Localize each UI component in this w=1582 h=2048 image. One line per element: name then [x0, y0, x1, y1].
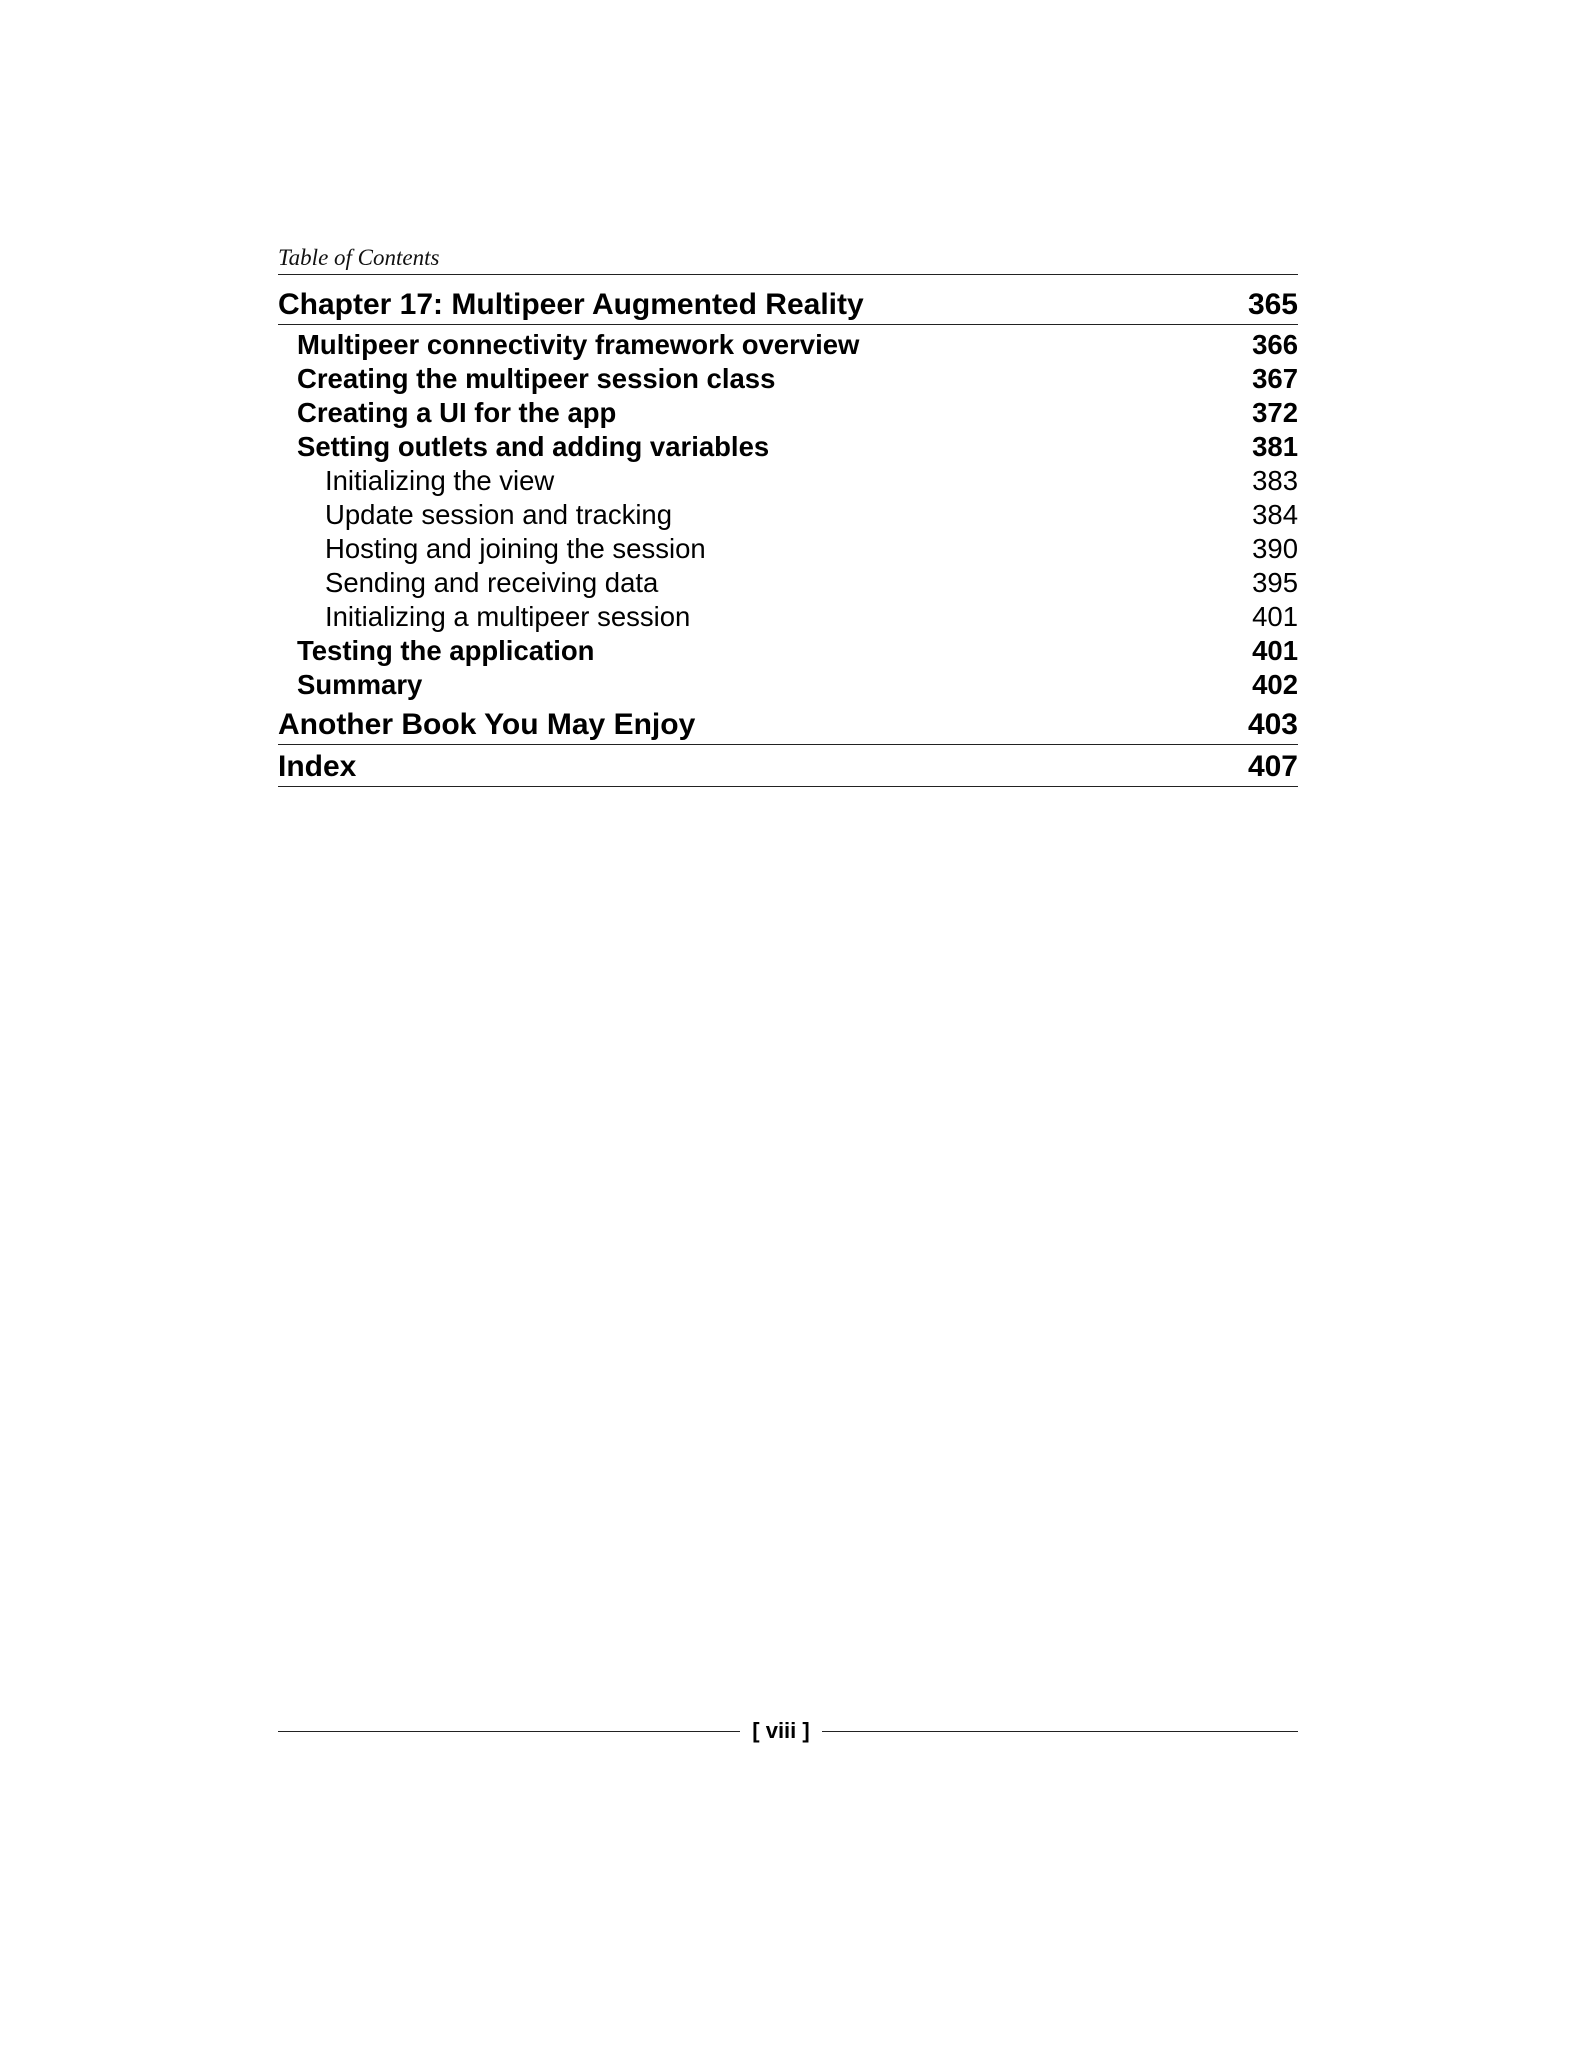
toc-entry-page: 384: [1252, 499, 1298, 530]
toc-entry-page: 407: [1247, 750, 1298, 783]
toc-section-entry[interactable]: [278, 668, 1298, 702]
toc-entry-title: Initializing the view: [325, 465, 555, 496]
toc-entry-page: 403: [1247, 708, 1298, 741]
toc-section-entry[interactable]: [278, 396, 1298, 430]
header-rule: [278, 274, 1298, 275]
page-number: [ viii ]: [752, 1718, 810, 1743]
toc-entry-page: 381: [1252, 431, 1298, 462]
toc-entry-page: 401: [1252, 635, 1298, 666]
toc-entry-title: Testing the application: [297, 635, 595, 666]
toc-entry-page: 372: [1252, 397, 1298, 428]
toc-entry-page: 395: [1252, 567, 1298, 598]
toc-entry-title: Setting outlets and adding variables: [297, 431, 770, 462]
toc-entry-title: Initializing a multipeer session: [325, 601, 691, 632]
toc-subsection-entry[interactable]: [278, 464, 1298, 498]
footer-rule-right: [822, 1731, 1298, 1732]
toc-section-entry[interactable]: [278, 634, 1298, 668]
toc-entry-title: Summary: [297, 669, 423, 700]
toc-section-entry[interactable]: [278, 328, 1298, 362]
toc-entry-title: Hosting and joining the session: [325, 533, 706, 564]
toc-entry-page: 366: [1252, 329, 1298, 360]
toc-section-entry[interactable]: [278, 430, 1298, 464]
toc-entry-page: 390: [1252, 533, 1298, 564]
toc-entry-title: Index: [278, 750, 357, 783]
toc-chapter-entry[interactable]: [278, 706, 1298, 745]
table-of-contents: [278, 286, 1298, 790]
toc-chapter-entry[interactable]: [278, 748, 1298, 787]
toc-entry-title: Creating a UI for the app: [297, 397, 617, 428]
toc-subsection-entry[interactable]: [278, 600, 1298, 634]
toc-entry-page: 402: [1252, 669, 1298, 700]
toc-entry-title: Creating the multipeer session class: [297, 363, 776, 394]
toc-entry-title: Chapter 17: Multipeer Augmented Reality: [278, 288, 864, 321]
toc-entry-page: 367: [1252, 363, 1298, 394]
toc-entry-page: 383: [1252, 465, 1298, 496]
toc-entry-title: Sending and receiving data: [325, 567, 659, 598]
toc-entry-title: Update session and tracking: [325, 499, 673, 530]
toc-entry-title: Another Book You May Enjoy: [278, 708, 696, 741]
toc-subsection-entry[interactable]: [278, 498, 1298, 532]
toc-entry-page: 365: [1247, 288, 1298, 321]
toc-chapter-entry[interactable]: [278, 286, 1298, 325]
toc-section-entry[interactable]: [278, 362, 1298, 396]
footer-rule-left: [278, 1731, 740, 1732]
running-header: Table of Contents: [278, 245, 440, 270]
toc-entry-title: Multipeer connectivity framework overview: [297, 329, 860, 360]
toc-subsection-entry[interactable]: [278, 566, 1298, 600]
toc-entry-page: 401: [1252, 601, 1298, 632]
toc-subsection-entry[interactable]: [278, 532, 1298, 566]
